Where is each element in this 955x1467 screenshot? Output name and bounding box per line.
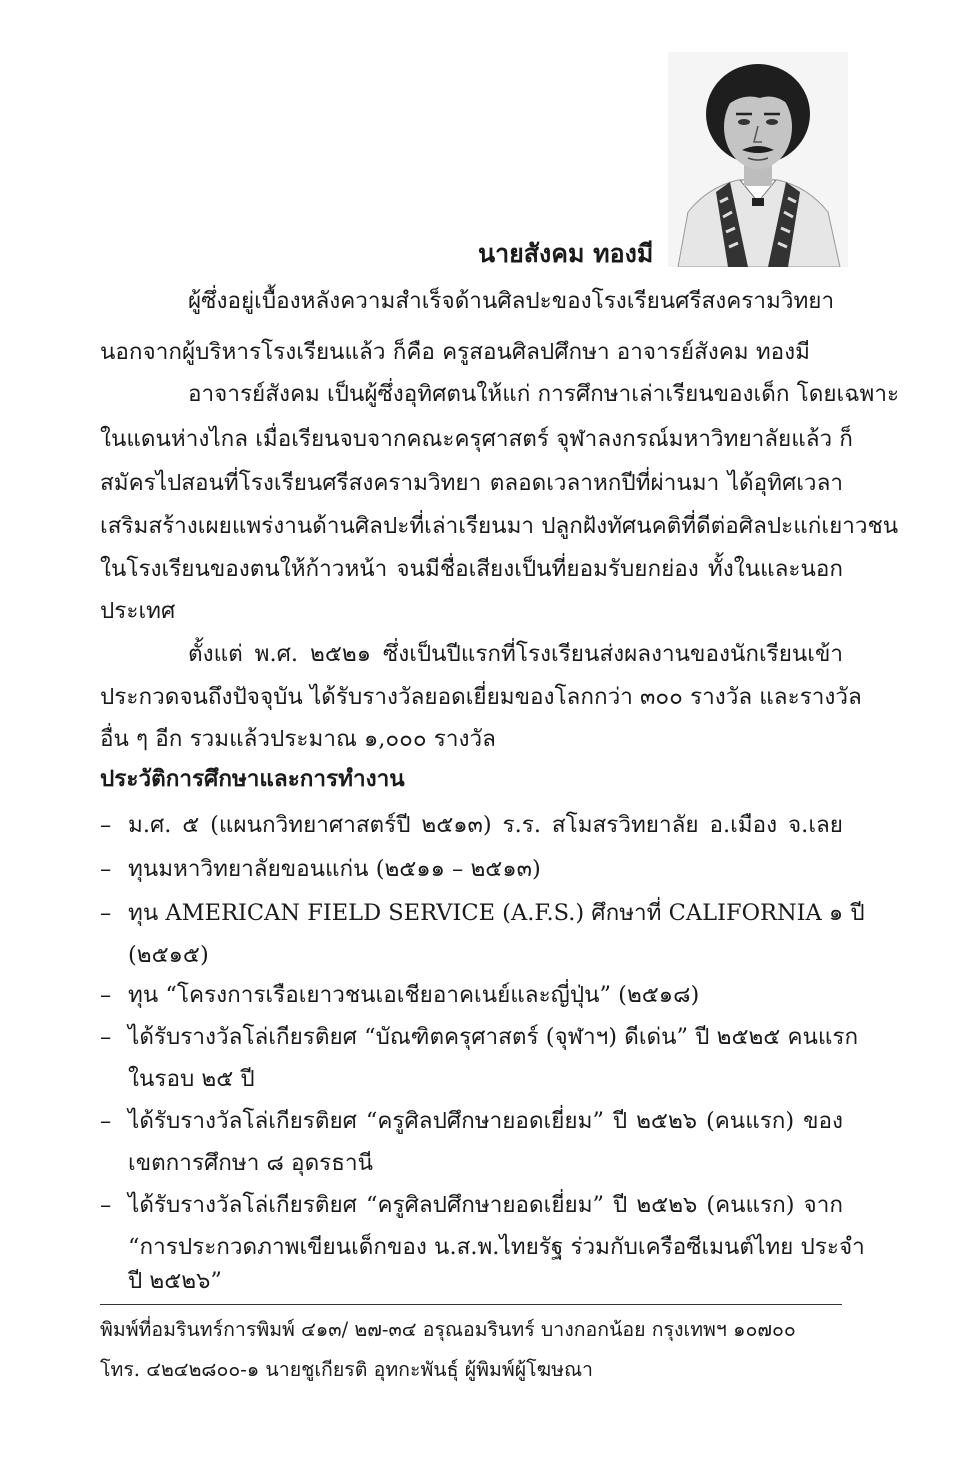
list-bullet: – [100, 812, 112, 838]
paragraph-line: ผู้ซึ่งอยู่เบื้องหลังความสำเร็จด้านศิลปะของโรงเรียนศรีสงครามวิทยา [188, 288, 835, 314]
list-item: ได้รับรางวัลโล่เกียรติยศ “ครูศิลปศึกษายอดเยี่ยม” ปี ๒๕๒๖ (คนแรก) ของ [128, 1108, 843, 1134]
paragraph-line: ประกวดจนถึงปัจจุบัน ได้รับรางวัลยอดเยี่ยมของโลกกว่า ๓๐๐ รางวัล และรางวัล [100, 684, 862, 710]
footer-line: โทร. ๔๒๔๒๘๐๐-๑ นายชูเกียรติ อุทกะพันธุ์ ผู้พิมพ์ผู้โฆษณา [100, 1358, 593, 1381]
footer-divider [100, 1304, 842, 1305]
section-heading: ประวัติการศึกษาและการทำงาน [100, 766, 405, 792]
paragraph-line: ตั้งแต่ พ.ศ. ๒๕๒๑ ซึ่งเป็นปีแรกที่โรงเรียนส่งผลงานของนักเรียนเข้า [188, 641, 843, 667]
portrait-photo [668, 52, 848, 267]
list-bullet: – [100, 900, 112, 926]
list-item-continuation: ในรอบ ๒๕ ปี [128, 1066, 255, 1092]
person-name: นายสังคม ทองมี [478, 239, 654, 268]
paragraph-line: เสริมสร้างเผยแพร่งานด้านศิลปะที่เล่าเรียนมา ปลูกฝังทัศนคติที่ดีต่อศิลปะแก่เยาวชน [100, 513, 899, 539]
list-item: ทุน “โครงการเรือเยาวชนเอเชียอาคเนย์และญี่ปุ่น” (๒๕๑๘) [128, 982, 700, 1008]
paragraph-line: สมัครไปสอนที่โรงเรียนศรีสงครามวิทยา ตลอดเวลาหกปีที่ผ่านมา ได้อุทิศเวลา [100, 470, 843, 496]
list-item-continuation: “การประกวดภาพเขียนเด็กของ น.ส.พ.ไทยรัฐ ร่วมกับเครือซีเมนต์ไทย ประจำ [128, 1234, 865, 1260]
list-item: ทุน AMERICAN FIELD SERVICE (A.F.S.) ศึกษาที่ CALIFORNIA ๑ ปี [128, 900, 865, 926]
list-item: ได้รับรางวัลโล่เกียรติยศ “บัณฑิตครุศาสตร์ (จุฬาฯ) ดีเด่น” ปี ๒๕๒๕ คนแรก [128, 1024, 859, 1050]
list-bullet: – [100, 1024, 112, 1050]
list-item-continuation: เขตการศึกษา ๘ อุดรธานี [128, 1150, 374, 1176]
list-item: ม.ศ. ๕ (แผนกวิทยาศาสตร์ปี ๒๕๑๓) ร.ร. สโมสรวิทยาลัย อ.เมือง จ.เลย [128, 812, 843, 838]
paragraph-line: อื่น ๆ อีก รวมแล้วประมาณ ๑,๐๐๐ รางวัล [100, 726, 496, 752]
paragraph-line: อาจารย์สังคม เป็นผู้ซึ่งอุทิศตนให้แก่ การศึกษาเล่าเรียนของเด็ก โดยเฉพาะ [188, 381, 900, 407]
paragraph-line: ในโรงเรียนของตนให้ก้าวหน้า จนมีชื่อเสียงเป็นที่ยอมรับยกย่อง ทั้งในและนอก [100, 556, 843, 582]
list-bullet: – [100, 856, 112, 882]
list-item: ทุนมหาวิทยาลัยขอนแก่น (๒๕๑๑ – ๒๕๑๓) [128, 856, 541, 882]
list-bullet: – [100, 1192, 112, 1218]
paragraph-line: ในแดนห่างไกล เมื่อเรียนจบจากคณะครุศาสตร์ จุฬาลงกรณ์มหาวิทยาลัยแล้ว ก็ [100, 426, 853, 452]
paragraph-line: นอกจากผู้บริหารโรงเรียนแล้ว ก็คือ ครูสอนศิลปศึกษา อาจารย์สังคม ทองมี [100, 339, 810, 365]
footer-line: พิมพ์ที่อมรินทร์การพิมพ์ ๔๑๓/ ๒๗-๓๔ อรุณอมรินทร์ บางกอกน้อย กรุงเทพฯ ๑๐๗๐๐ [100, 1318, 796, 1341]
list-item-continuation: ปี ๒๕๒๖” [128, 1268, 222, 1294]
list-item: ได้รับรางวัลโล่เกียรติยศ “ครูศิลปศึกษายอดเยี่ยม” ปี ๒๕๒๖ (คนแรก) จาก [128, 1192, 843, 1218]
list-bullet: – [100, 1108, 112, 1134]
paragraph-line: ประเทศ [100, 598, 176, 624]
list-item-continuation: (๒๕๑๕) [128, 942, 209, 968]
list-bullet: – [100, 982, 112, 1008]
